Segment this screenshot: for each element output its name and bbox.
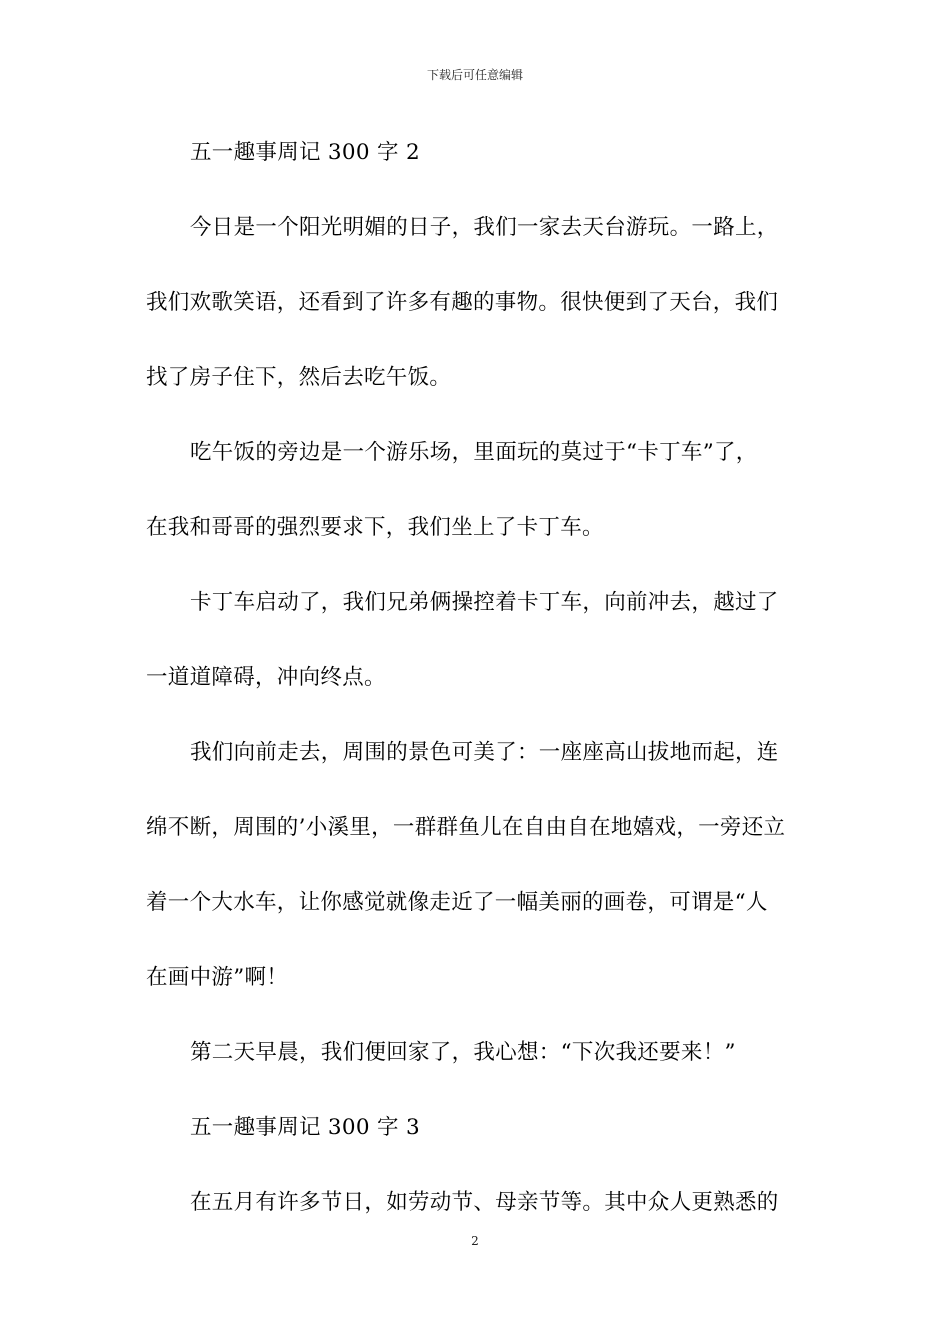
paragraph-line: 在画中游”啊！: [146, 965, 289, 990]
section-heading: 五一趣事周记 300 字 2: [190, 140, 420, 165]
paragraph-line: 我们向前走去，周围的景色可美了：一座座高山拔地而起，连: [190, 740, 779, 765]
paragraph-line: 在我和哥哥的强烈要求下，我们坐上了卡丁车。: [146, 515, 604, 540]
paragraph-line: 着一个大水车，让你感觉就像走近了一幅美丽的画卷，可谓是“人: [146, 890, 768, 915]
paragraph-line: 我们欢歌笑语，还看到了许多有趣的事物。很快便到了天台，我们: [146, 290, 779, 315]
paragraph-line: 绵不断，周围的’小溪里，一群群鱼儿在自由自在地嬉戏，一旁还立: [146, 815, 786, 840]
page-header: 下载后可任意编辑: [426, 68, 523, 82]
paragraph-line: 在五月有许多节日，如劳动节、母亲节等。其中众人更熟悉的: [190, 1190, 779, 1215]
section-heading: 五一趣事周记 300 字 3: [190, 1115, 420, 1140]
page-number: 2: [471, 1234, 479, 1248]
paragraph-line: 第二天早晨，我们便回家了，我心想：“下次我还要来！”: [190, 1040, 736, 1065]
paragraph-line: 今日是一个阳光明媚的日子，我们一家去天台游玩。一路上，: [190, 215, 779, 240]
paragraph-line: 一道道障碍，冲向终点。: [146, 665, 386, 690]
paragraph-line: 卡丁车启动了，我们兄弟俩操控着卡丁车，向前冲去，越过了: [190, 590, 779, 615]
paragraph-line: 吃午饭的旁边是一个游乐场，里面玩的莫过于“卡丁车”了，: [190, 440, 758, 465]
paragraph-line: 找了房子住下，然后去吃午饭。: [146, 365, 452, 390]
